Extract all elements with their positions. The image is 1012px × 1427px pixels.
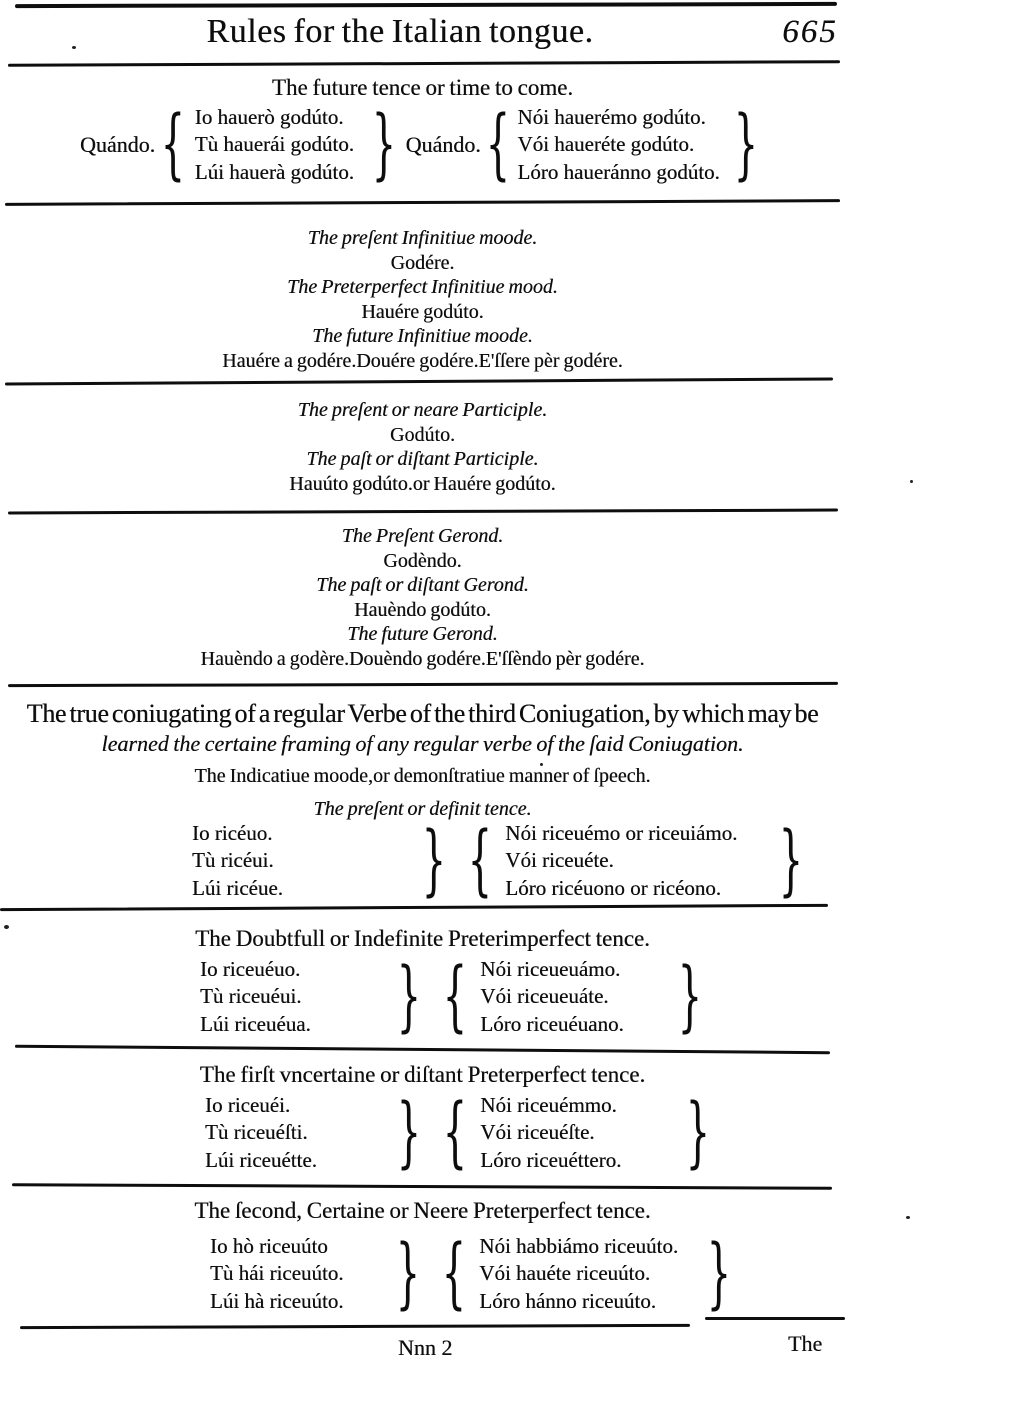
brace-close-icon <box>421 823 447 900</box>
preterperfect-first-block <box>0 1090 1012 1176</box>
mood-value: Hauére a godére.Douére godére.E'ſſere pèr godére. <box>222 349 623 372</box>
mood-heading: The Preſent Gerond. <box>341 525 504 547</box>
conjugation-line: Io ricéuo. <box>192 820 273 845</box>
conjugation-line: Lúi riceuéua. <box>200 1011 311 1036</box>
conjugation-line: Lúi hauerà godúto. <box>194 159 354 184</box>
page-number: 665 <box>782 14 838 50</box>
adverb-label: Quándo. <box>405 132 481 157</box>
singular-column <box>195 104 354 187</box>
mood-value: Hauèndo a godère.Douèndo godére.E'ſſèndo pèr godére. <box>200 647 645 670</box>
mood-value: Godére. <box>390 251 455 274</box>
conjugation-line: Lúi ricéue. <box>192 875 283 900</box>
scan-speck <box>906 1216 910 1219</box>
conjugation-line: Vói haueréte godúto. <box>517 132 695 157</box>
section-title-preterperfect-first: The firſt vncertaine or diſtant Preterperfect tence. <box>199 1062 646 1087</box>
signature-mark: Nnn 2 <box>398 1335 453 1360</box>
rule-divider <box>8 509 838 515</box>
mood-value: Hauúto godúto.or Hauére godúto. <box>289 472 556 495</box>
singular-column <box>192 820 362 903</box>
conjugation-line: Io riceuéuo. <box>200 956 301 981</box>
conjugation-line: Tù riceuéſti. <box>205 1120 308 1145</box>
mood-value: Godèndo. <box>383 549 462 572</box>
mood-value: Godúto. <box>390 423 455 446</box>
plural-column <box>505 820 763 903</box>
future-tense-block <box>0 98 940 192</box>
brace-open-icon <box>160 107 186 184</box>
rule-divider <box>5 199 840 206</box>
rule-divider <box>5 377 833 385</box>
preterimperfect-block <box>0 954 1012 1040</box>
indicative-mood-heading: The Indicatiue moode,or demonſtratiue manner of ſpeech. <box>194 765 651 787</box>
singular-column <box>205 1092 373 1175</box>
section-title-future-tense: The future tence or time to come. <box>271 75 574 100</box>
conjugation-line: Nói riceueuámo. <box>480 956 621 981</box>
brace-open-icon <box>440 1236 466 1313</box>
present-tense-block <box>0 818 1012 904</box>
third-conjugation-subheading: learned the certaine framing of any regular verbe of the ſaid Coniugation. <box>101 731 744 756</box>
brace-close-icon <box>685 1095 711 1172</box>
conjugation-line: Nói riceuémo or riceuiámo. <box>505 820 738 845</box>
mood-heading: The future Infinitiue moode. <box>312 325 533 347</box>
brace-close-icon <box>778 823 804 900</box>
section-title-preterimperfect: The Doubtfull or Indefinite Preterimperfect tence. <box>195 926 650 951</box>
catchword: The <box>788 1331 823 1356</box>
brace-close-icon <box>396 1095 422 1172</box>
singular-column <box>200 956 365 1039</box>
conjugation-line: Nói habbiámo riceuúto. <box>479 1233 679 1258</box>
adverb-label: Quándo. <box>80 132 156 157</box>
mood-heading: The preſent Infinitiue moode. <box>307 227 538 249</box>
brace-close-icon <box>677 959 703 1036</box>
conjugation-line: Lóro ricéuono or ricéono. <box>505 875 722 900</box>
conjugation-line: Nói hauerémo godúto. <box>517 104 706 129</box>
conjugation-line: Lóro hánno riceuúto. <box>479 1288 656 1313</box>
brace-close-icon <box>733 107 759 184</box>
conjugation-line: Io riceuéi. <box>205 1092 291 1117</box>
present-tense-heading: The preſent or definit tence. <box>313 798 532 820</box>
conjugation-line: Io hauerò godúto. <box>194 104 344 129</box>
rule-divider <box>8 682 838 687</box>
brace-open-icon <box>441 1095 467 1172</box>
conjugation-line: Vói riceuéſte. <box>480 1120 595 1145</box>
preterperfect-second-block <box>0 1231 1012 1317</box>
conjugation-line: Tù ricéui. <box>192 848 274 873</box>
brace-open-icon <box>485 107 511 184</box>
brace-close-icon <box>395 1236 421 1313</box>
third-conjugation-heading: The true coniugating of a regular Verbe of the third Coniugation, by which may be <box>26 699 819 728</box>
plural-column <box>480 956 660 1039</box>
conjugation-line: Lóro haueránno godúto. <box>517 159 720 184</box>
rule-divider <box>12 1183 832 1190</box>
brace-open-icon <box>466 823 492 900</box>
conjugation-line: Vói hauéte riceuúto. <box>479 1261 651 1286</box>
scan-speck <box>910 480 913 483</box>
brace-close-icon <box>396 959 422 1036</box>
rule-divider <box>15 1045 830 1054</box>
participle-section <box>0 398 845 496</box>
plural-column <box>480 1092 670 1175</box>
conjugation-line: Nói riceuémmo. <box>480 1092 617 1117</box>
conjugation-line: Lúi riceuétte. <box>205 1147 317 1172</box>
page-title: Rules for the Italian tongue. <box>206 13 594 50</box>
mood-value: Hauére godúto. <box>361 300 484 323</box>
conjugation-line: Vói riceueuáte. <box>480 984 609 1009</box>
conjugation-line: Lúi hà riceuúto. <box>210 1288 344 1313</box>
mood-heading: The paſt or diſtant Gerond. <box>316 574 529 596</box>
conjugation-line: Lóro riceuéuano. <box>480 1011 624 1036</box>
plural-column <box>517 104 719 187</box>
singular-column <box>210 1233 382 1316</box>
conjugation-line: Tù hauerái godúto. <box>194 132 354 157</box>
rule-divider <box>15 2 837 8</box>
brace-close-icon <box>706 1236 732 1313</box>
conjugation-line: Tù hái riceuúto. <box>210 1261 344 1286</box>
plural-column <box>479 1233 703 1316</box>
infinitive-section <box>0 226 845 373</box>
rule-divider <box>0 904 828 911</box>
brace-open-icon <box>441 959 467 1036</box>
mood-heading: The preſent or neare Participle. <box>297 399 548 421</box>
gerund-section <box>0 524 845 671</box>
brace-close-icon <box>371 107 397 184</box>
rule-divider <box>20 1324 690 1329</box>
mood-heading: The future Gerond. <box>347 623 498 645</box>
conjugation-line: Io hò riceuúto <box>210 1233 328 1258</box>
mood-value: Hauèndo godúto. <box>354 598 491 621</box>
conjugation-line: Vói riceuéte. <box>505 848 614 873</box>
rule-divider <box>8 60 840 67</box>
mood-heading: The paſt or diſtant Participle. <box>306 448 539 470</box>
mood-heading: The Preterperfect Infinitiue mood. <box>287 276 558 298</box>
conjugation-line: Tù riceuéui. <box>200 984 302 1009</box>
section-title-preterperfect-second: The ſecond, Certaine or Neere Preterperfect tence. <box>194 1198 651 1223</box>
conjugation-line: Lóro riceuéttero. <box>480 1147 622 1172</box>
